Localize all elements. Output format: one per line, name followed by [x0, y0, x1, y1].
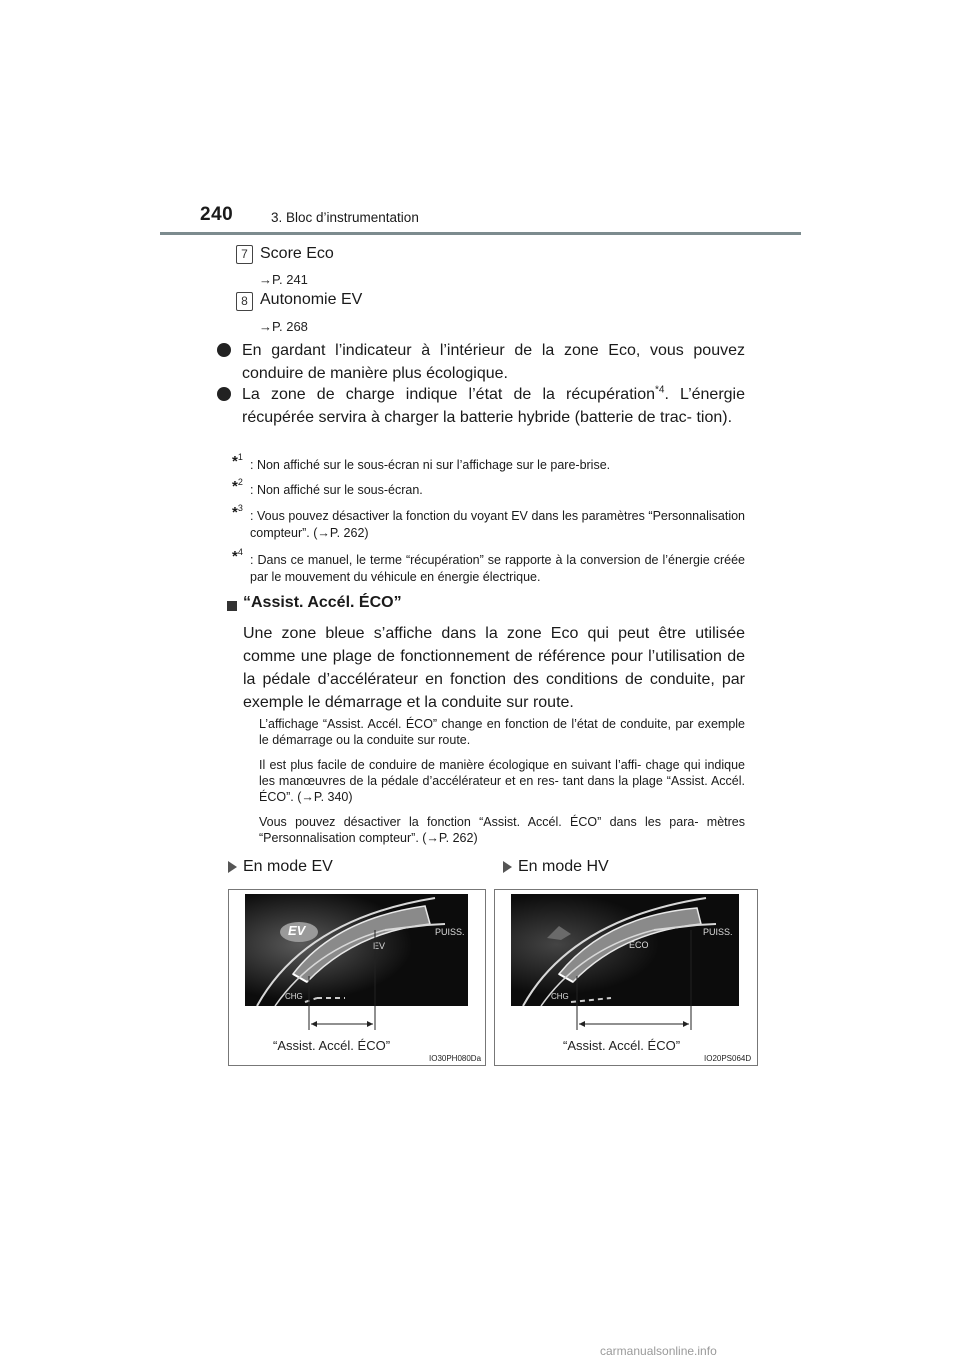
section-body: Une zone bleue s’affiche dans la zone Eco qui peut être utilisée comme une plage de fonctionnement de référence pour l’utilisation de la pédale d’accélérateur en fonction des conditions de conduite, par exemple le démarrage et la conduite sur route.	[243, 625, 745, 711]
page-reference-link[interactable]: →P. 268	[259, 319, 308, 334]
zone-label: ECO	[629, 940, 649, 950]
bullet-dot-icon	[217, 387, 231, 401]
bullet-eco-zone: En gardant l’indicateur à l’intérieur de la zone Eco, vous pouvez conduire de manière plus écologique.	[242, 339, 745, 385]
charge-label: CHG	[551, 992, 569, 1001]
figure-id: IO30PH080Da	[429, 1054, 482, 1063]
figure-caption: “Assist. Accél. ÉCO”	[273, 1038, 391, 1053]
zone-label: EV	[373, 941, 386, 951]
asterisk-mark: *$^3$	[232, 503, 243, 521]
page-number: 240	[200, 204, 234, 225]
section-note: Il est plus facile de conduire de manière écologique en suivant l’affi- chage qui indique les manœuvres de la pédale d’accélérateur et en res- tant dans la plage “Assist. Accél. ÉCO”. (→P. 340)	[259, 758, 745, 804]
item-title-score-eco: Score Eco	[260, 245, 334, 262]
footnote: *$^3$ : Vous pouvez désactiver la fonction du voyant EV dans les paramètres “Personnalisation compteur”. (→P. 262)	[232, 503, 745, 540]
item-title-autonomie-ev: Autonomie EV	[260, 291, 363, 308]
triangle-bullet-icon	[228, 861, 237, 873]
figure-caption: “Assist. Accél. ÉCO”	[563, 1038, 681, 1053]
arrow-icon: →	[259, 272, 272, 287]
item-number-badge: 8	[236, 292, 253, 311]
header-rule	[160, 232, 801, 235]
triangle-bullet-icon	[503, 861, 512, 873]
item-number-badge: 7	[236, 245, 253, 264]
asterisk-mark: *$^4$	[232, 547, 243, 565]
bullet-dot-icon	[217, 343, 231, 357]
charge-label: CHG	[285, 992, 303, 1001]
mode-hv-label: En mode HV	[518, 858, 609, 875]
chapter-title: 3. Bloc d’instrumentation	[271, 210, 419, 225]
watermark: carmanualsonline.info	[600, 1344, 717, 1358]
section-title: “Assist. Accél. ÉCO”	[243, 594, 402, 611]
power-label: PUISS.	[703, 927, 733, 937]
footnote: *$^4$ : Dans ce manuel, le terme “récupération” se rapporte à la conversion de l’énergie créée par le mouvement du véhicule en énergie électrique.	[232, 547, 745, 584]
footnote: *$^1$ : Non affiché sur le sous-écran ni sur l’affichage sur le pare-brise.	[232, 452, 611, 472]
figure-id: IO20PS064D	[704, 1054, 752, 1063]
figure-hv-mode	[494, 889, 758, 1066]
footnote: *$^2$ : Non affiché sur le sous-écran.	[232, 477, 423, 497]
section-note: L’affichage “Assist. Accél. ÉCO” change en fonction de l’état de conduite, par exemple le démarrage ou la conduite sur route.	[259, 717, 745, 747]
arrow-icon: →	[259, 319, 272, 334]
power-label: PUISS.	[435, 927, 465, 937]
page-reference-link[interactable]: →P. 241	[259, 272, 308, 287]
mode-ev-label: En mode EV	[243, 858, 333, 875]
section-note: Vous pouvez désactiver la fonction “Assist. Accél. ÉCO” dans les para- mètres “Personnalisation compteur”. (→P. 262)	[259, 815, 745, 845]
bullet-charge-zone: La zone de charge indique l’état de la récupération$^{*4}$. L’énergie récupérée servira à charger la batterie hybride (batterie de trac- tion).	[242, 383, 745, 429]
figure-ev-mode	[228, 889, 486, 1066]
ev-indicator-icon: EV	[288, 923, 306, 938]
asterisk-mark: *$^2$	[232, 477, 243, 495]
section-square-icon	[227, 601, 237, 611]
asterisk-mark: *$^1$	[232, 452, 243, 470]
